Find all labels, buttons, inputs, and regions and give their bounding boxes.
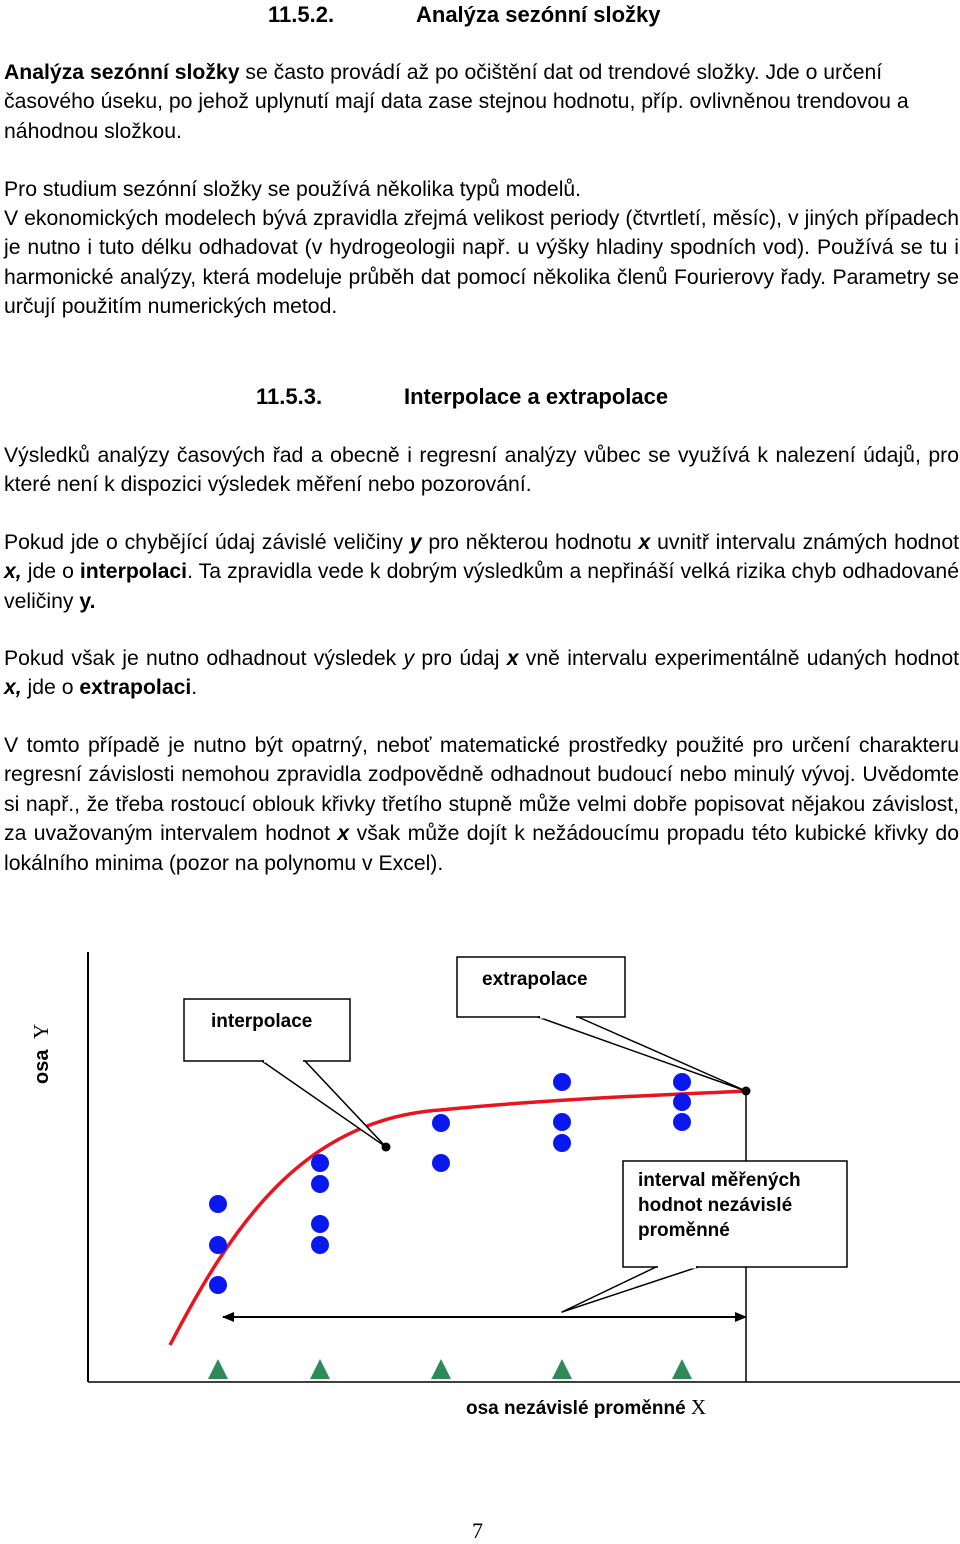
svg-text:Y: Y [29,1023,53,1039]
interpolation-point [382,1143,391,1152]
data-point [209,1276,227,1294]
data-point [311,1236,329,1254]
x-marker-triangle [208,1359,228,1379]
data-point [311,1175,329,1193]
y-axis-label [29,1024,53,1084]
paragraph-interpolation: Pokud jde o chybějící údaj závislé veličiny y pro některou hodnotu x uvnitř intervalu známých hodnot x, jde o interpolaci. Ta zpravidla vede k dobrým výsledkům a nepřináší velká rizika chyb odhadované veličiny y. [4,531,959,613]
section-title-1: Analýza sezónní složky [416,2,661,27]
data-point [311,1154,329,1172]
paragraph-economic-models: V ekonomických modelech bývá zpravidla zřejmá velikost periody (čtvrtletí, měsíc), v jiných případech je nutno i tuto délku odhadovat (v hydrogeologii např. u výšky hladiny spodních vod). Používá se tu i harmonické analýzy, která modeluje průběh dat pomocí několika členů Fourierovy řady. Parametry se určují použitím numerických metod. [4,207,959,319]
x-marker-triangle [310,1359,330,1379]
interpolation-label: interpolace [211,1011,313,1032]
data-point [553,1134,571,1152]
svg-text:osa: osa [31,1049,53,1084]
x-markers [208,1359,692,1379]
data-point [209,1236,227,1254]
data-point [553,1113,571,1131]
data-point [311,1215,329,1233]
paragraph-extrapolation: Pokud však je nutno odhadnout výsledek y pro údaj x vně intervalu experimentálně udaných hodnot x, jde o extrapolaci. [4,647,960,700]
interval-callout-pointer [562,1267,698,1312]
paragraph-seasonal-intro: Analýza sezónní složky se často provádí až po očištění dat od trendové složky. Jde o určení časového úseku, po jehož uplynutí mají data zase stejnou hodnotu, příp. ovlivněnou trendovou a náhodnou složkou. [4,61,909,143]
interpolation-callout-pointer [262,1061,386,1147]
x-axis-label: osa nezávislé proměnné X [466,1395,707,1419]
data-point [209,1195,227,1213]
data-point [553,1073,571,1091]
section-title-2: Interpolace a extrapolace [404,384,669,409]
interval-label-line-2: hodnot nezávislé [638,1195,793,1216]
data-point [432,1114,450,1132]
data-point [673,1073,691,1091]
x-marker-triangle [431,1359,451,1379]
page-number: 7 [472,1518,483,1543]
extrapolation-label: extrapolace [482,969,588,990]
data-point [673,1113,691,1131]
section-number-2: 11.5.3. [256,384,323,409]
extrapolation-point [742,1087,751,1096]
paragraph-results: Výsledků analýzy časových řad a obecně i regresní analýzy vůbec se využívá k nalezení údajů, pro které není k dispozici výsledek měření nebo pozorování. [4,444,959,497]
paragraph-models: Pro studium sezónní složky se používá několika typů modelů. [4,178,582,201]
data-point [432,1154,450,1172]
interval-label-line-3: proměnné [638,1220,730,1241]
x-marker-triangle [672,1359,692,1379]
paragraph-caution: V tomto případě je nutno být opatrný, neboť matematické prostředky použité pro určení charakteru regresní závislosti nemohou zpravidla zodpovědně odhadnout budoucí nebo minulý vývoj. Uvědomte si např., že třeba rostoucí oblouk křivky třetího stupně může velmi dobře popisovat nějakou závislost, za uvažovaným intervalem hodnot x však může dojít k nežádoucímu propadu této kubické křivky do lokálního minima (pozor na polynomu v Excel). [4,734,959,875]
section-number-1: 11.5.2. [268,2,335,27]
x-marker-triangle [552,1359,572,1379]
interval-label-line-1: interval měřených [638,1170,801,1191]
data-point [673,1093,691,1111]
